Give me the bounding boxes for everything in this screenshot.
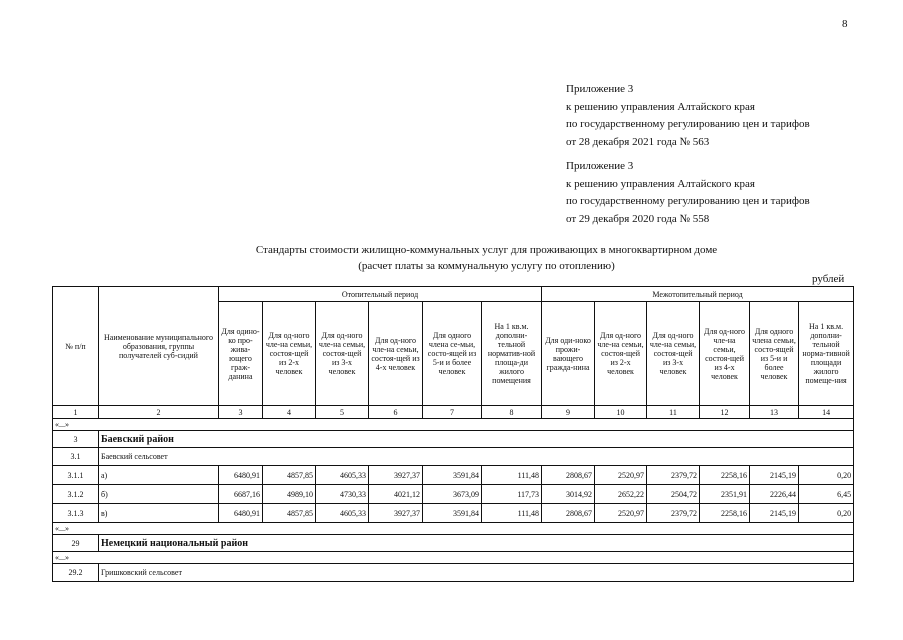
row-label: в) [99,504,219,523]
subsection-number: 29.2 [53,564,99,582]
header-name: Наименование муниципального образования, группы получателей суб-сидий [99,287,219,406]
value-cell: 6480,91 [219,504,263,523]
table-row [53,466,854,485]
appendix-line: к решению управления Алтайского края [566,177,755,190]
value-cell: 2258,16 [700,466,750,485]
ellipsis: «...» [53,552,854,564]
header-interheating-col: Для оди-ноко прожи-вающего гражда-нина [542,302,595,406]
header-interheating-period: Межотопительный период [542,287,854,302]
value-cell: 111,48 [482,466,542,485]
value-cell: 6480,91 [219,466,263,485]
value-cell: 3014,92 [542,485,595,504]
section-name: Немецкий национальный район [99,535,854,552]
value-cell: 4021,12 [369,485,423,504]
column-number: 1 [53,406,99,419]
value-cell: 2145,19 [750,504,799,523]
column-number: 3 [219,406,263,419]
value-cell: 2520,97 [595,466,647,485]
value-cell: 2504,72 [647,485,700,504]
header-heating-col: Для одного члена се-мьи, состо-ящей из 5-и и более человек [423,302,482,406]
value-cell: 0,20 [799,466,854,485]
title-line-2: (расчет платы за коммунальную услугу по отоплению) [358,260,615,272]
header-heating-col: Для одино-ко про-жива-ющего граж-данина [219,302,263,406]
row-number: 3.1.2 [53,485,99,504]
value-cell: 0,20 [799,504,854,523]
value-cell: 2145,19 [750,466,799,485]
column-number: 14 [799,406,854,419]
column-number: 4 [263,406,316,419]
value-cell: 2652,22 [595,485,647,504]
header-pp: № п/п [53,287,99,406]
ellipsis-row [53,552,854,564]
column-number-row [53,406,854,419]
currency-unit: рублей [812,273,845,285]
value-cell: 4605,33 [316,466,369,485]
appendix-line: от 28 декабря 2021 года № 563 [566,135,710,148]
header-interheating-col: Для одного члена семьи, состо-ящей из 5-и и более человек [750,302,799,406]
subsection-row [53,448,854,466]
value-cell: 4989,10 [263,485,316,504]
table-row [53,504,854,523]
column-number: 9 [542,406,595,419]
tariff-table [52,286,854,582]
header-heating-col: На 1 кв.м. дополни-тельной норматив-ной площа-ди жилого помещения [482,302,542,406]
row-number: 3.1.1 [53,466,99,485]
subsection-number: 3.1 [53,448,99,466]
header-interheating-col: Для од-ного чле-на семьи, состоя-щей из 4-х человек [700,302,750,406]
section-number: 29 [53,535,99,552]
column-number: 7 [423,406,482,419]
header-interheating-col: На 1 кв.м. дополни-тельной норма-тивной площади жилого помеще-ния [799,302,854,406]
value-cell: 2808,67 [542,466,595,485]
appendix-block-2021 [566,81,810,151]
column-number: 11 [647,406,700,419]
appendix-line: от 29 декабря 2020 года № 558 [566,212,710,225]
value-cell: 4857,85 [263,504,316,523]
subsection-name: Гришковский сельсовет [99,564,854,582]
title-line-1: Стандарты стоимости жилищно-коммунальных услуг для проживающих в многоквартирном доме [255,244,718,256]
column-number: 13 [750,406,799,419]
page-number: 8 [842,18,848,30]
ellipsis-row [53,523,854,535]
value-cell: 6,45 [799,485,854,504]
column-number: 10 [595,406,647,419]
header-interheating-col: Для од-ного чле-на семьи, состоя-щей из 2-х человек [595,302,647,406]
row-label: б) [99,485,219,504]
value-cell: 4857,85 [263,466,316,485]
section-name: Баевский район [99,431,854,448]
section-number: 3 [53,431,99,448]
appendix-line: по государственному регулированию цен и тарифов [566,195,810,207]
value-cell: 3927,37 [369,466,423,485]
appendix-block-2020 [566,158,810,228]
column-number: 2 [99,406,219,419]
column-number: 8 [482,406,542,419]
appendix-line: по государственному регулированию цен и тарифов [566,118,810,130]
value-cell: 4730,33 [316,485,369,504]
value-cell: 2379,72 [647,466,700,485]
value-cell: 111,48 [482,504,542,523]
value-cell: 2226,44 [750,485,799,504]
ellipsis: «...» [53,523,854,535]
subsection-name: Баевский сельсовет [99,448,854,466]
value-cell: 2808,67 [542,504,595,523]
value-cell: 2379,72 [647,504,700,523]
value-cell: 3591,84 [423,466,482,485]
header-heating-col: Для од-ного чле-на семьи, состоя-щей из 3-х человек [316,302,369,406]
row-label: а) [99,466,219,485]
value-cell: 3673,09 [423,485,482,504]
section-row [53,431,854,448]
row-number: 3.1.3 [53,504,99,523]
value-cell: 2520,97 [595,504,647,523]
header-heating-col: Для од-ного чле-на семьи, состоя-щей из 2-х человек [263,302,316,406]
header-heating-period: Отопительный период [219,287,542,302]
header-interheating-col: Для од-ного чле-на семьи, состоя-щей из 3-х человек [647,302,700,406]
value-cell: 2258,16 [700,504,750,523]
section-row [53,535,854,552]
document-title [0,242,903,274]
appendix-line: Приложение 3 [566,160,634,172]
table-row [53,485,854,504]
value-cell: 2351,91 [700,485,750,504]
value-cell: 3591,84 [423,504,482,523]
column-number: 6 [369,406,423,419]
value-cell: 3927,37 [369,504,423,523]
appendix-line: к решению управления Алтайского края [566,100,755,113]
value-cell: 4605,33 [316,504,369,523]
value-cell: 6687,16 [219,485,263,504]
value-cell: 117,73 [482,485,542,504]
subsection-row [53,564,854,582]
ellipsis-row [53,419,854,431]
header-heating-col: Для од-ного чле-на семьи, состоя-щей из 4-х человек [369,302,423,406]
column-number: 5 [316,406,369,419]
column-number: 12 [700,406,750,419]
appendix-line: Приложение 3 [566,83,634,95]
ellipsis: «...» [53,419,854,431]
